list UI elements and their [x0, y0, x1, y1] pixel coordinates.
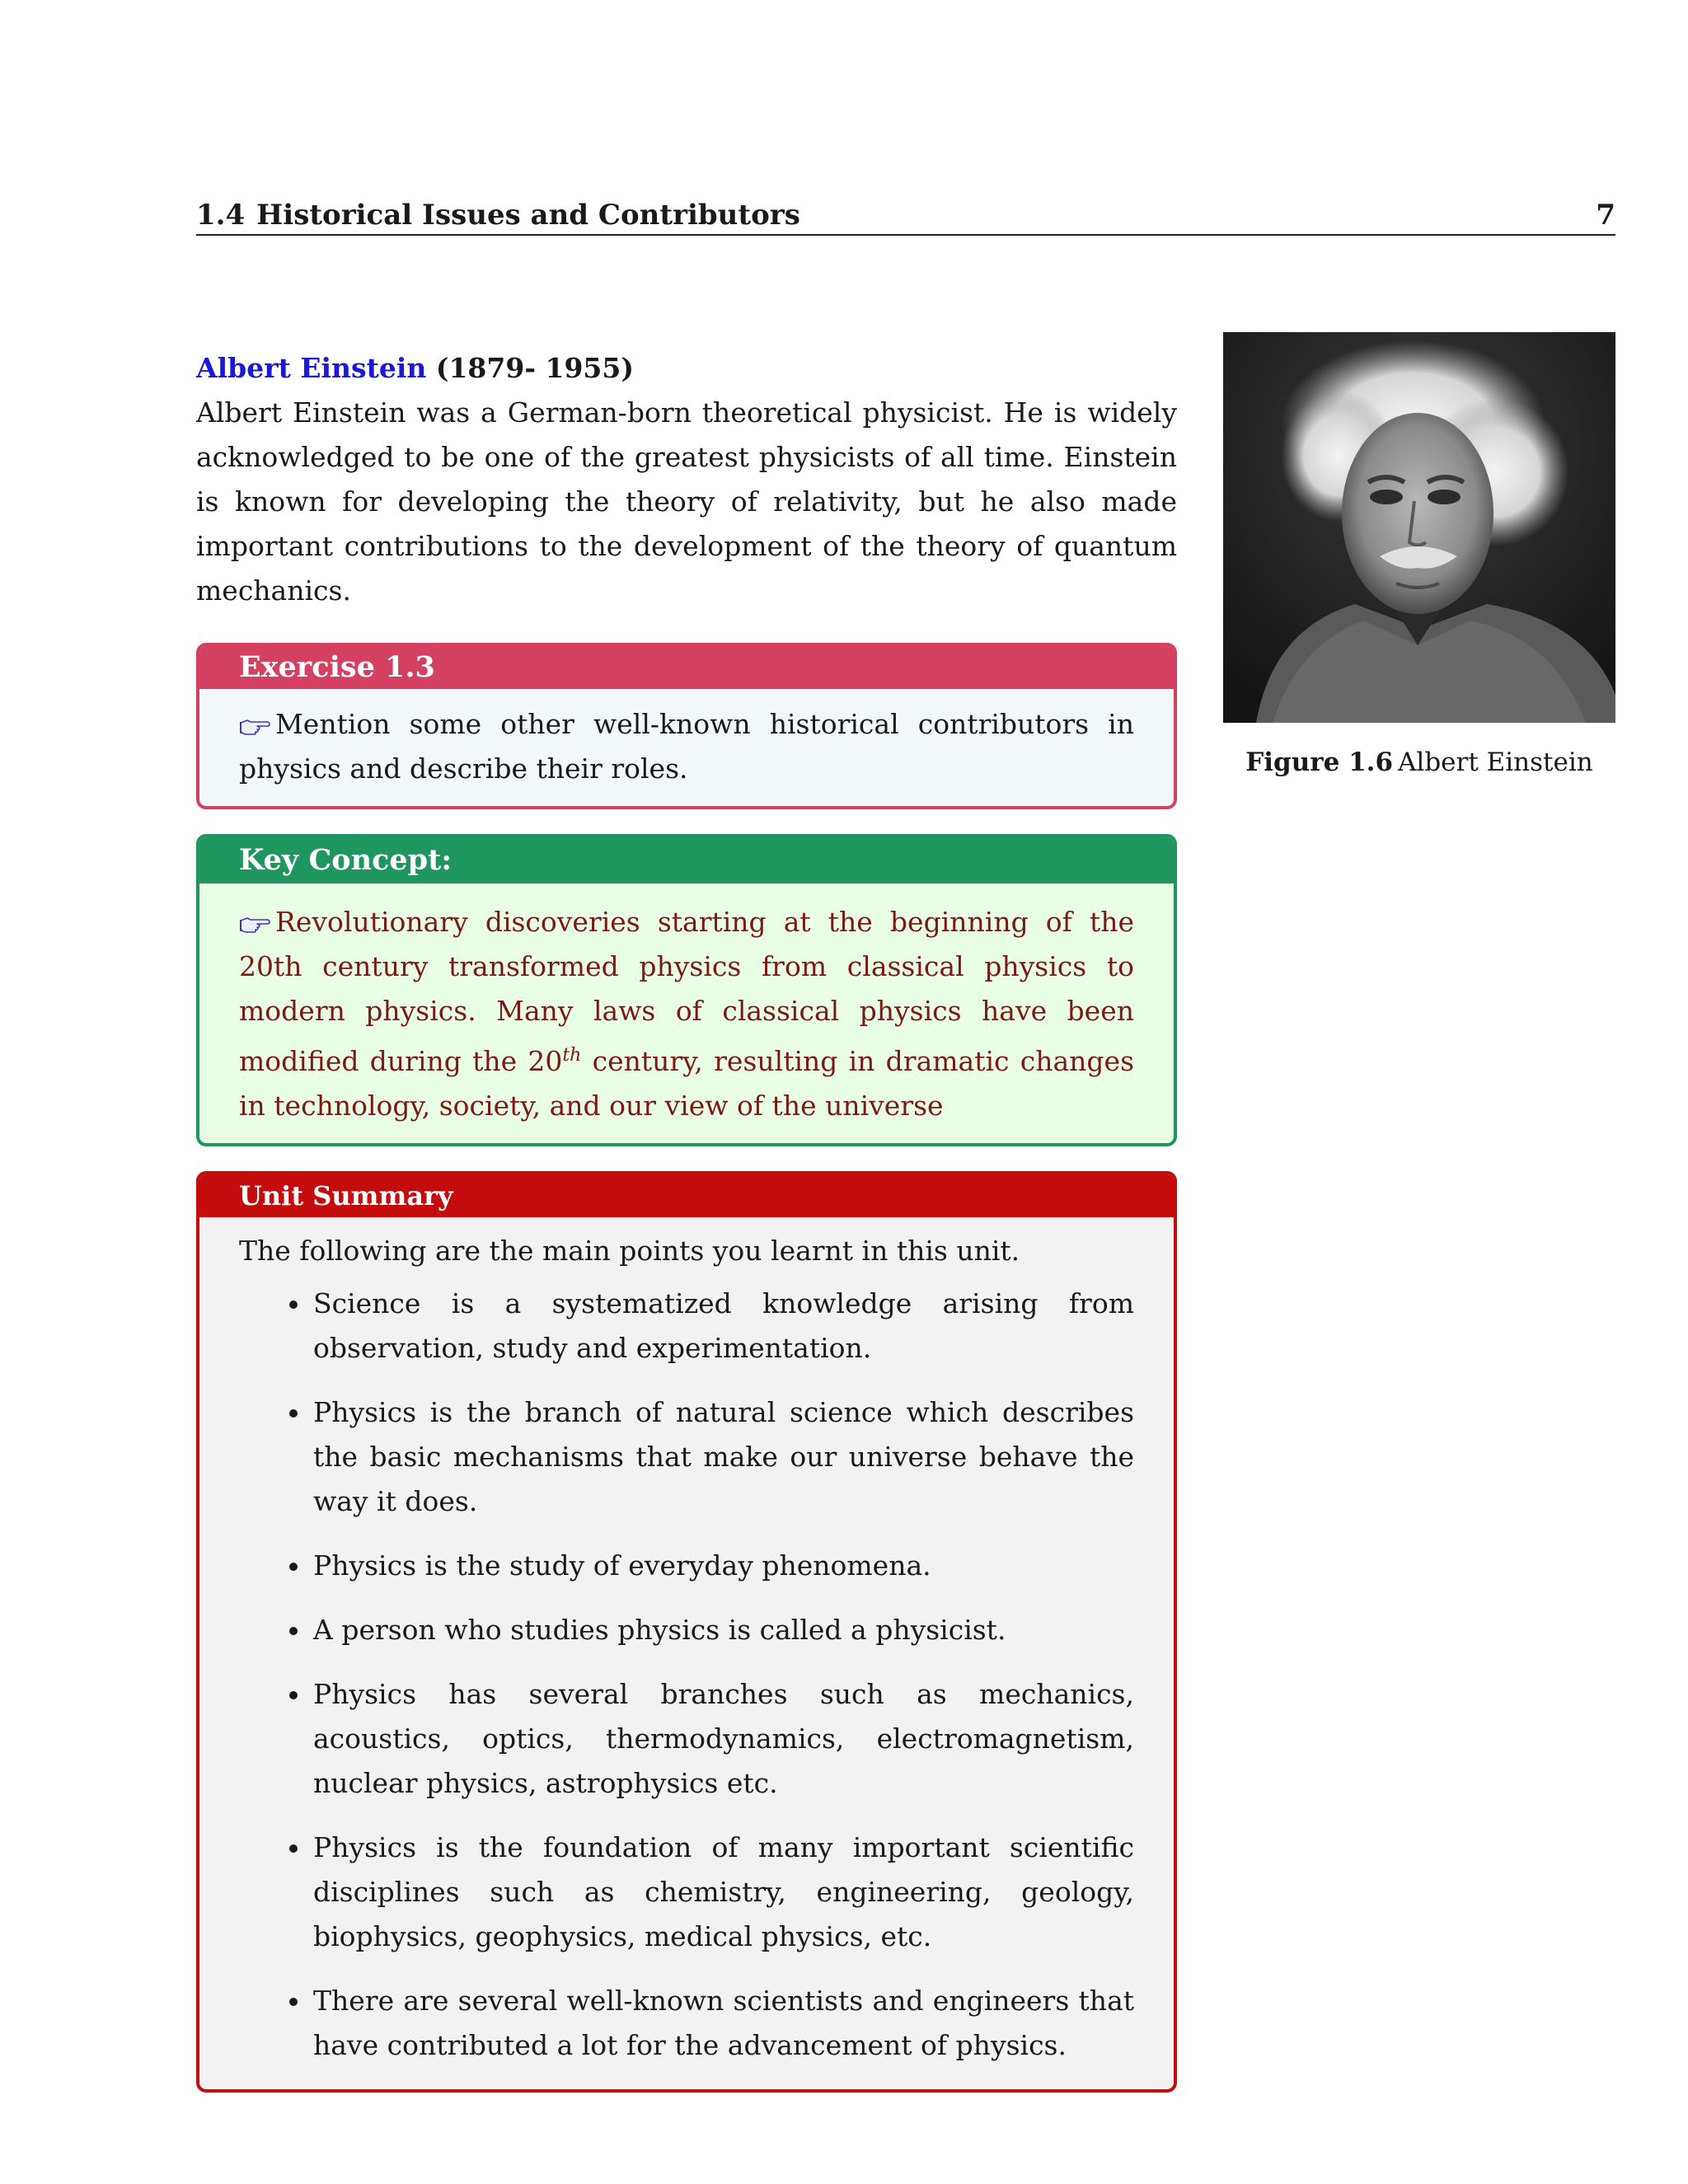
bio-paragraph: Albert Einstein was a German-born theoretical physicist. He is widely acknowledged to be one of the greatest physicists of all time. Einstein is known for developing the theory of relativity, but he also made important contributions to the development of the theory of quantum mechanics.	[196, 396, 1177, 607]
unit-summary-title: Unit Summary	[199, 1174, 1174, 1217]
einstein-portrait-image	[1223, 332, 1615, 723]
key-concept-title: Key Concept:	[199, 837, 1174, 883]
summary-item: Physics is the branch of natural science which describes the basic mechanisms that make our universe behave the way it does.	[313, 1390, 1134, 1524]
section-number: 1.4	[196, 199, 246, 232]
summary-item: There are several well-known scientists and engineers that have contributed a lot for the advancement of physics.	[313, 1979, 1134, 2068]
exercise-box	[196, 643, 1177, 809]
pointing-hand-icon	[239, 913, 270, 935]
scientist-name: Albert Einstein	[196, 352, 427, 384]
bio-heading	[196, 349, 1177, 387]
key-concept-body	[199, 883, 1174, 1143]
figure-caption-text: Albert Einstein	[1398, 748, 1593, 777]
exercise-title: Exercise 1.3	[199, 646, 1174, 689]
section-title	[196, 196, 800, 234]
summary-item: A person who studies physics is called a physicist.	[313, 1608, 1134, 1652]
figure	[1223, 332, 1615, 779]
figure-label: Figure 1.6	[1245, 748, 1394, 777]
page-number: 7	[1596, 199, 1615, 232]
main-column	[196, 349, 1177, 2093]
scientist-years: (1879- 1955)	[435, 352, 634, 384]
key-concept-box	[196, 834, 1177, 1146]
figure-caption	[1223, 746, 1615, 779]
unit-summary-body	[199, 1217, 1174, 2089]
summary-item: Physics is the foundation of many important scientific disciplines such as chemistry, engineering, geology, biophysics, geophysics, medical physics, etc.	[313, 1825, 1134, 1959]
summary-intro: The following are the main points you learnt in this unit.	[239, 1235, 1020, 1267]
summary-item: Physics is the study of everyday phenomena.	[313, 1544, 1134, 1588]
superscript-th: th	[562, 1045, 582, 1066]
unit-summary-box	[196, 1171, 1177, 2093]
summary-list	[239, 1282, 1134, 2068]
exercise-body	[199, 689, 1174, 806]
running-header	[196, 196, 1615, 236]
key-concept-text-end: century, resulting in dramatic changes in technology, society, and our view of the universe	[239, 1045, 1134, 1122]
key-concept-text: Revolutionary discoveries starting at the beginning of the 20th century transformed physics from classical physics to modern physics. Many laws of classical physics have been modified during the 20	[239, 906, 1134, 1077]
section-title-text: Historical Issues and Contributors	[256, 199, 800, 232]
pointing-hand-icon	[239, 715, 270, 737]
summary-item: Science is a systematized knowledge arising from observation, study and experimentation.	[313, 1282, 1134, 1371]
summary-item: Physics has several branches such as mechanics, acoustics, optics, thermodynamics, electromagnetism, nuclear physics, astrophysics etc.	[313, 1672, 1134, 1806]
exercise-text: Mention some other well-known historical contributors in physics and describe their roles.	[239, 708, 1134, 785]
